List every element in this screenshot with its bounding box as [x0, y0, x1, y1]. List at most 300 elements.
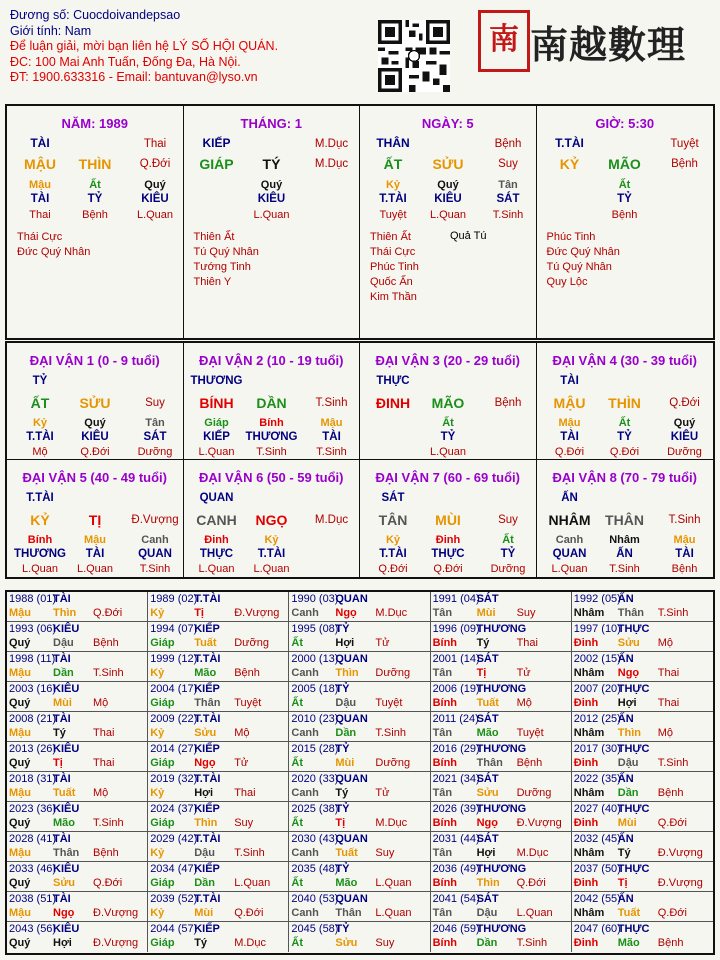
year-ten-god: KIÊU [53, 743, 80, 755]
year-stage: Dưỡng [234, 637, 269, 649]
year-stage: Q.Đới [657, 907, 687, 919]
year-label: 2035 (48) [291, 863, 339, 875]
year-stem: Ất [291, 937, 303, 949]
year-label: 2030 (43) [291, 833, 339, 845]
stage-can: Q.Đới [139, 158, 171, 170]
year-label: 2009 (22) [150, 713, 198, 725]
ten-god-top: KIẾP [202, 136, 231, 150]
stage-can: M.Dục [314, 514, 349, 526]
year-stem: Ất [291, 637, 303, 649]
year-stem: Nhâm [573, 787, 605, 799]
dai-van-title: ĐẠI VẬN 4 (30 - 39 tuổi) [552, 353, 697, 368]
year-stage: M.Dục [375, 607, 408, 619]
year-branch: Ngọ [53, 907, 75, 919]
year-cell [289, 892, 430, 921]
earthly-branch: SỬU [79, 395, 111, 411]
year-stem: Đinh [573, 757, 599, 769]
dai-van-cell [184, 343, 361, 459]
year-branch: Dậu [53, 637, 74, 649]
earthly-branch: THÌN [78, 156, 112, 172]
stage-can: Bệnh [671, 158, 698, 170]
year-stage: Tử [375, 637, 390, 649]
star-item: Thái Cực [370, 246, 416, 258]
year-label: 2047 (60) [573, 923, 621, 935]
year-ten-god: THỰC [617, 863, 650, 875]
year-branch: Dần [194, 877, 215, 889]
ten-god-top: THỰC [376, 375, 410, 387]
hidden-stage: L.Quan [429, 209, 467, 221]
year-stem: Ất [291, 757, 303, 769]
year-ten-god: ẤN [617, 833, 634, 845]
year-label: 2000 (13) [291, 653, 339, 665]
year-stage: Bệnh [516, 757, 543, 769]
year-stem: Ất [291, 877, 303, 889]
year-cell [289, 622, 430, 651]
year-stem: Quý [9, 937, 31, 949]
year-branch: Thìn [476, 877, 500, 889]
address: ĐC: 100 Mai Anh Tuấn, Đống Đa, Hà Nội. [10, 54, 241, 69]
year-branch: Tuất [335, 847, 358, 859]
ten-god-top: TÀI [560, 375, 579, 387]
year-cell [148, 922, 289, 952]
hidden-stage: Mộ [32, 446, 48, 458]
hidden-stem: Mậu [84, 534, 106, 546]
star-item: Tú Quý Nhân [546, 261, 612, 273]
year-stem: Ất [291, 697, 303, 709]
hidden-stem: Quý [673, 417, 696, 429]
year-stage: Thai [657, 667, 680, 679]
hidden-stem: Nhâm [609, 534, 640, 546]
hidden-stage: L.Quan [429, 446, 467, 458]
year-cell [148, 802, 289, 831]
year-ten-god: SÁT [476, 593, 499, 605]
year-stage: M.Dục [516, 847, 549, 859]
year-stage: Dưỡng [375, 757, 411, 769]
year-stage: Đ.Vượng [516, 817, 562, 829]
star-item: Phúc Tinh [370, 261, 419, 273]
earthly-branch: DẦN [256, 395, 287, 411]
year-stem: Mậu [9, 727, 31, 739]
earthly-branch: MÙI [435, 512, 461, 528]
star-item: Quốc Ấn [370, 276, 413, 288]
year-ten-god: QUAN [335, 893, 368, 905]
year-stage: Mộ [234, 727, 250, 739]
gender: Giới tính: Nam [10, 23, 92, 38]
year-stage: Thai [234, 787, 256, 799]
year-stem: Quý [9, 877, 31, 889]
hidden-stage: Q.Đới [554, 446, 585, 458]
year-branch: Thìn [617, 727, 641, 739]
year-branch: Tị [53, 757, 63, 769]
ten-god-top: T.TÀI [555, 136, 584, 150]
hidden-stem: Bính [259, 417, 284, 429]
year-label: 2012 (25) [573, 713, 621, 725]
year-ten-god: KIẾP [194, 863, 220, 875]
year-stage: Thai [93, 727, 115, 739]
year-stage: Q.Đới [93, 607, 123, 619]
year-cell [148, 892, 289, 921]
dai-van-cell [7, 460, 184, 577]
year-label: 2011 (24) [432, 713, 479, 725]
year-stage: Tử [375, 787, 390, 799]
qr-code-icon [378, 20, 450, 92]
stage-can: T.Sinh [668, 514, 701, 526]
year-branch: Tuất [53, 787, 76, 799]
year-branch: Tuất [476, 697, 499, 709]
year-stem: Canh [291, 667, 319, 679]
year-label: 2002 (15) [573, 653, 621, 665]
year-stage: Mộ [93, 787, 109, 799]
year-ten-god: ẤN [617, 773, 634, 785]
stage-can: Suy [498, 514, 518, 526]
stage-can: Suy [145, 397, 165, 409]
star-item: Phúc Tinh [546, 231, 596, 243]
hidden-ten-god: THỰC [199, 548, 234, 560]
year-row [7, 712, 713, 742]
year-branch: Tý [335, 787, 349, 799]
year-label: 2006 (19) [432, 683, 480, 695]
hidden-stem: Đinh [435, 534, 461, 546]
year-label: 2023 (36) [9, 803, 57, 815]
year-stage: Tử [234, 757, 249, 769]
year-label: 2038 (51) [9, 893, 57, 905]
year-stage: Q.Đới [516, 877, 546, 889]
year-stem: Tân [432, 607, 453, 619]
year-ten-god: TỶ [335, 683, 350, 695]
year-stem: Kỷ [150, 607, 165, 619]
stage-can: Q.Đới [669, 397, 700, 409]
year-label: 2020 (33) [291, 773, 339, 785]
hidden-stage: Q.Đới [80, 446, 110, 458]
year-ten-god: QUAN [335, 593, 368, 605]
year-cell [431, 832, 572, 861]
stage-top: Bệnh [494, 138, 522, 150]
year-stem: Ất [291, 817, 303, 829]
year-ten-god: KIÊU [53, 863, 80, 875]
star-item: Tướng Tinh [193, 261, 251, 273]
year-stem: Nhâm [573, 667, 605, 679]
year-ten-god: TÀI [53, 653, 71, 665]
year-label: 2032 (45) [573, 833, 621, 845]
star-item: Thiên Ất [193, 231, 235, 243]
year-stem: Nhâm [573, 607, 605, 619]
dai-van-title: ĐẠI VẬN 3 (20 - 29 tuổi) [375, 353, 520, 368]
pillar-2 [360, 106, 537, 338]
year-label: 2016 (29) [432, 743, 480, 755]
year-cell [7, 862, 148, 891]
year-stage: L.Quan [516, 907, 553, 919]
stage-can: T.Sinh [315, 397, 348, 409]
earthly-branch: THÌN [608, 395, 641, 411]
year-cell [148, 712, 289, 741]
dai-van-title: ĐẠI VẬN 6 (50 - 59 tuổi) [199, 470, 344, 485]
year-branch: Mùi [335, 757, 355, 769]
pillar-1 [184, 106, 361, 338]
year-ten-god: KIẾP [194, 683, 220, 695]
ten-god-top: ẤN [561, 492, 578, 504]
year-stage: Bệnh [93, 637, 119, 649]
year-branch: Ngọ [617, 667, 640, 679]
year-ten-god: QUAN [335, 653, 368, 665]
year-stage: Đ.Vượng [657, 847, 703, 859]
year-stage: T.Sinh [93, 817, 124, 829]
hidden-stem: Quý [437, 179, 459, 191]
year-label: 2044 (57) [150, 923, 198, 935]
year-ten-god: KIÊU [53, 623, 80, 635]
year-label: 2013 (26) [9, 743, 57, 755]
year-label: 2031 (44) [432, 833, 480, 845]
hidden-stem: Ất [502, 534, 514, 546]
year-ten-god: KIẾP [194, 743, 220, 755]
yearly-table [5, 590, 715, 955]
year-label: 2004 (17) [150, 683, 198, 695]
year-cell [431, 862, 572, 891]
hidden-ten-god: SÁT [496, 193, 520, 205]
year-ten-god: TỶ [335, 803, 350, 815]
year-stage: T.Sinh [93, 667, 124, 679]
year-ten-god: KIÊU [53, 683, 80, 695]
year-ten-god: TỶ [335, 863, 350, 875]
year-stem: Quý [9, 817, 31, 829]
year-branch: Dậu [617, 757, 639, 769]
year-stage: Đ.Vượng [93, 937, 139, 949]
year-cell [572, 922, 713, 952]
hidden-stem: Đinh [204, 534, 229, 546]
hidden-ten-god: THƯƠNG [245, 431, 298, 443]
hidden-stage: L.Quan [253, 563, 290, 575]
year-label: 2021 (34) [432, 773, 480, 785]
star-item: Thiên Y [193, 276, 232, 288]
year-label: 2036 (49) [432, 863, 480, 875]
year-cell [431, 922, 572, 952]
year-cell [572, 802, 713, 831]
year-cell [289, 592, 430, 621]
year-label: 2026 (39) [432, 803, 480, 815]
year-ten-god: T.TÀI [194, 713, 221, 725]
year-branch: Thân [617, 607, 645, 619]
year-label: 2003 (16) [9, 683, 57, 695]
year-stage: Q.Đới [657, 817, 687, 829]
brand-logo: 南越數理 [530, 22, 687, 67]
year-stage: Bệnh [657, 787, 684, 799]
year-branch: Hợi [53, 937, 72, 949]
year-stage: Tuyệt [516, 727, 544, 739]
year-stage: Mộ [93, 697, 109, 709]
contact-note: Để luận giải, mời bạn liên hệ LÝ SỐ HỘI QUÁN. [10, 39, 279, 53]
year-ten-god: SÁT [476, 653, 499, 665]
year-label: 1993 (06) [9, 623, 57, 635]
year-cell [7, 622, 148, 651]
year-stem: Mậu [9, 607, 31, 619]
year-stage: Tử [516, 667, 531, 679]
heavenly-stem: KỶ [559, 156, 580, 172]
hidden-ten-god: KIÊU [141, 193, 169, 205]
year-stage: Mộ [657, 637, 674, 649]
star-list [547, 230, 620, 290]
person-name: Đương số: Cuocdoivandepsao [10, 8, 181, 22]
year-stage: Dưỡng [375, 667, 411, 679]
year-stem: Kỷ [150, 787, 165, 799]
hidden-ten-god: KIÊU [434, 193, 462, 205]
year-branch: Sửu [476, 787, 499, 799]
year-branch: Mùi [194, 907, 214, 919]
year-ten-god: KIÊU [53, 923, 80, 935]
year-ten-god: TÀI [53, 773, 71, 785]
year-ten-god: ẤN [617, 593, 634, 605]
year-label: 2039 (52) [150, 893, 198, 905]
year-ten-god: THƯƠNG [476, 863, 527, 875]
year-branch: Tý [194, 937, 208, 949]
year-label: 2043 (56) [9, 923, 57, 935]
year-branch: Tý [617, 847, 631, 859]
hidden-ten-god: KIÊU [670, 431, 699, 443]
hidden-ten-god: TÀI [560, 431, 579, 443]
star-list [194, 230, 259, 290]
hidden-ten-god: KIẾP [203, 431, 230, 443]
year-row [7, 682, 713, 712]
profile-info [10, 8, 278, 86]
year-stem: Giáp [150, 877, 175, 889]
year-cell [572, 652, 713, 681]
year-stem: Đinh [573, 877, 599, 889]
hidden-ten-god: QUAN [552, 548, 587, 560]
pillar-title: NGÀY: 5 [421, 116, 474, 131]
year-ten-god: TỶ [335, 923, 350, 935]
year-cell [431, 742, 572, 771]
year-row [7, 742, 713, 772]
year-stage: Suy [234, 817, 254, 829]
hidden-ten-god: TÀI [675, 548, 694, 560]
stage-top: Thai [143, 138, 167, 150]
year-stage: Đ.Vượng [93, 907, 139, 919]
hidden-stage: T.Sinh [139, 563, 171, 575]
year-label: 1988 (01) [9, 593, 57, 605]
dai-van-cell [360, 460, 537, 577]
year-label: 1992 (05) [573, 593, 621, 605]
year-stem: Tân [432, 907, 453, 919]
hidden-stem: Quý [144, 179, 166, 191]
ten-god-top: TÀI [30, 136, 50, 150]
year-cell [431, 892, 572, 921]
year-cell [7, 712, 148, 741]
year-cell [572, 742, 713, 771]
year-cell [289, 712, 430, 741]
year-ten-god: TÀI [53, 893, 71, 905]
year-branch: Tuất [617, 907, 641, 919]
year-label: 2037 (50) [573, 863, 621, 875]
year-stage: T.Sinh [234, 847, 265, 859]
year-stem: Kỷ [150, 727, 165, 739]
year-stage: Mộ [657, 727, 674, 739]
year-branch: Mão [476, 727, 499, 739]
year-stem: Đinh [573, 937, 599, 949]
hidden-stage: L.Quan [76, 563, 114, 575]
hidden-ten-god: SÁT [143, 431, 167, 443]
year-stage: Bệnh [657, 937, 684, 949]
year-stem: Bính [432, 877, 458, 889]
year-stem: Giáp [150, 817, 175, 829]
year-stage: Tuyệt [375, 697, 403, 709]
hidden-stage: T.Sinh [256, 446, 287, 458]
year-branch: Thân [194, 697, 221, 709]
hidden-stage: L.Quan [253, 209, 290, 221]
dai-van-cell [360, 343, 537, 459]
year-cell [289, 772, 430, 801]
year-row [7, 592, 713, 622]
year-branch: Mùi [476, 607, 496, 619]
year-cell [431, 652, 572, 681]
ten-god-top: SÁT [381, 492, 405, 504]
year-branch: Tị [617, 877, 628, 889]
hidden-stage: Dưỡng [667, 446, 702, 458]
stage-can: Suy [498, 158, 518, 170]
hidden-stem: Giáp [204, 417, 229, 429]
heavenly-stem: MẬU [24, 156, 56, 172]
year-cell [7, 682, 148, 711]
year-cell [289, 862, 430, 891]
heavenly-stem: ĐINH [375, 395, 411, 411]
hidden-stage: Dưỡng [490, 563, 526, 575]
earthly-branch: NGỌ [255, 512, 288, 528]
hidden-ten-god: KIÊU [257, 193, 286, 205]
year-stage: Q.Đới [234, 907, 264, 919]
star-item: Thiên Ất [370, 231, 411, 243]
year-branch: Mùi [617, 817, 637, 829]
hidden-ten-god: T.TÀI [257, 548, 286, 560]
year-label: 2005 (18) [291, 683, 339, 695]
year-stem: Bính [432, 697, 458, 709]
hidden-stem: Canh [141, 534, 169, 546]
hidden-stage: Thai [29, 209, 51, 221]
year-cell [148, 772, 289, 801]
year-label: 1998 (11) [9, 653, 56, 665]
year-stage: T.Sinh [516, 937, 548, 949]
hidden-ten-god: THỰC [431, 548, 465, 560]
year-stem: Mậu [9, 667, 31, 679]
year-cell [431, 712, 572, 741]
four-pillars-table [5, 104, 715, 340]
year-cell [7, 802, 148, 831]
year-cell [148, 832, 289, 861]
year-label: 2008 (21) [9, 713, 57, 725]
dai-van-cell [184, 460, 361, 577]
year-ten-god: KIẾP [194, 923, 220, 935]
year-ten-god: THƯƠNG [476, 803, 527, 815]
hidden-stem: Kỷ [385, 534, 401, 546]
star-item: Tú Quý Nhân [193, 246, 259, 258]
year-stage: Suy [375, 847, 395, 859]
year-ten-god: T.TÀI [194, 653, 221, 665]
hidden-stem: Kỷ [385, 179, 401, 191]
hidden-ten-god: TỶ [617, 431, 632, 443]
year-branch: Thân [335, 907, 362, 919]
year-ten-god: T.TÀI [194, 773, 221, 785]
year-branch: Mão [335, 877, 358, 889]
year-stem: Tân [432, 667, 453, 679]
year-label: 2040 (53) [291, 893, 339, 905]
year-label: 2046 (59) [432, 923, 480, 935]
earthly-branch: TÝ [262, 156, 281, 172]
year-branch: Ngọ [194, 757, 216, 769]
dai-van-cell [7, 343, 184, 459]
year-label: 2001 (14) [432, 653, 480, 665]
year-stage: T.Sinh [657, 607, 689, 619]
year-stem: Giáp [150, 757, 175, 769]
year-label: 2007 (20) [573, 683, 621, 695]
heavenly-stem: MẬU [553, 395, 586, 411]
pillar-title: NĂM: 1989 [61, 116, 128, 131]
year-stem: Bính [432, 757, 458, 769]
